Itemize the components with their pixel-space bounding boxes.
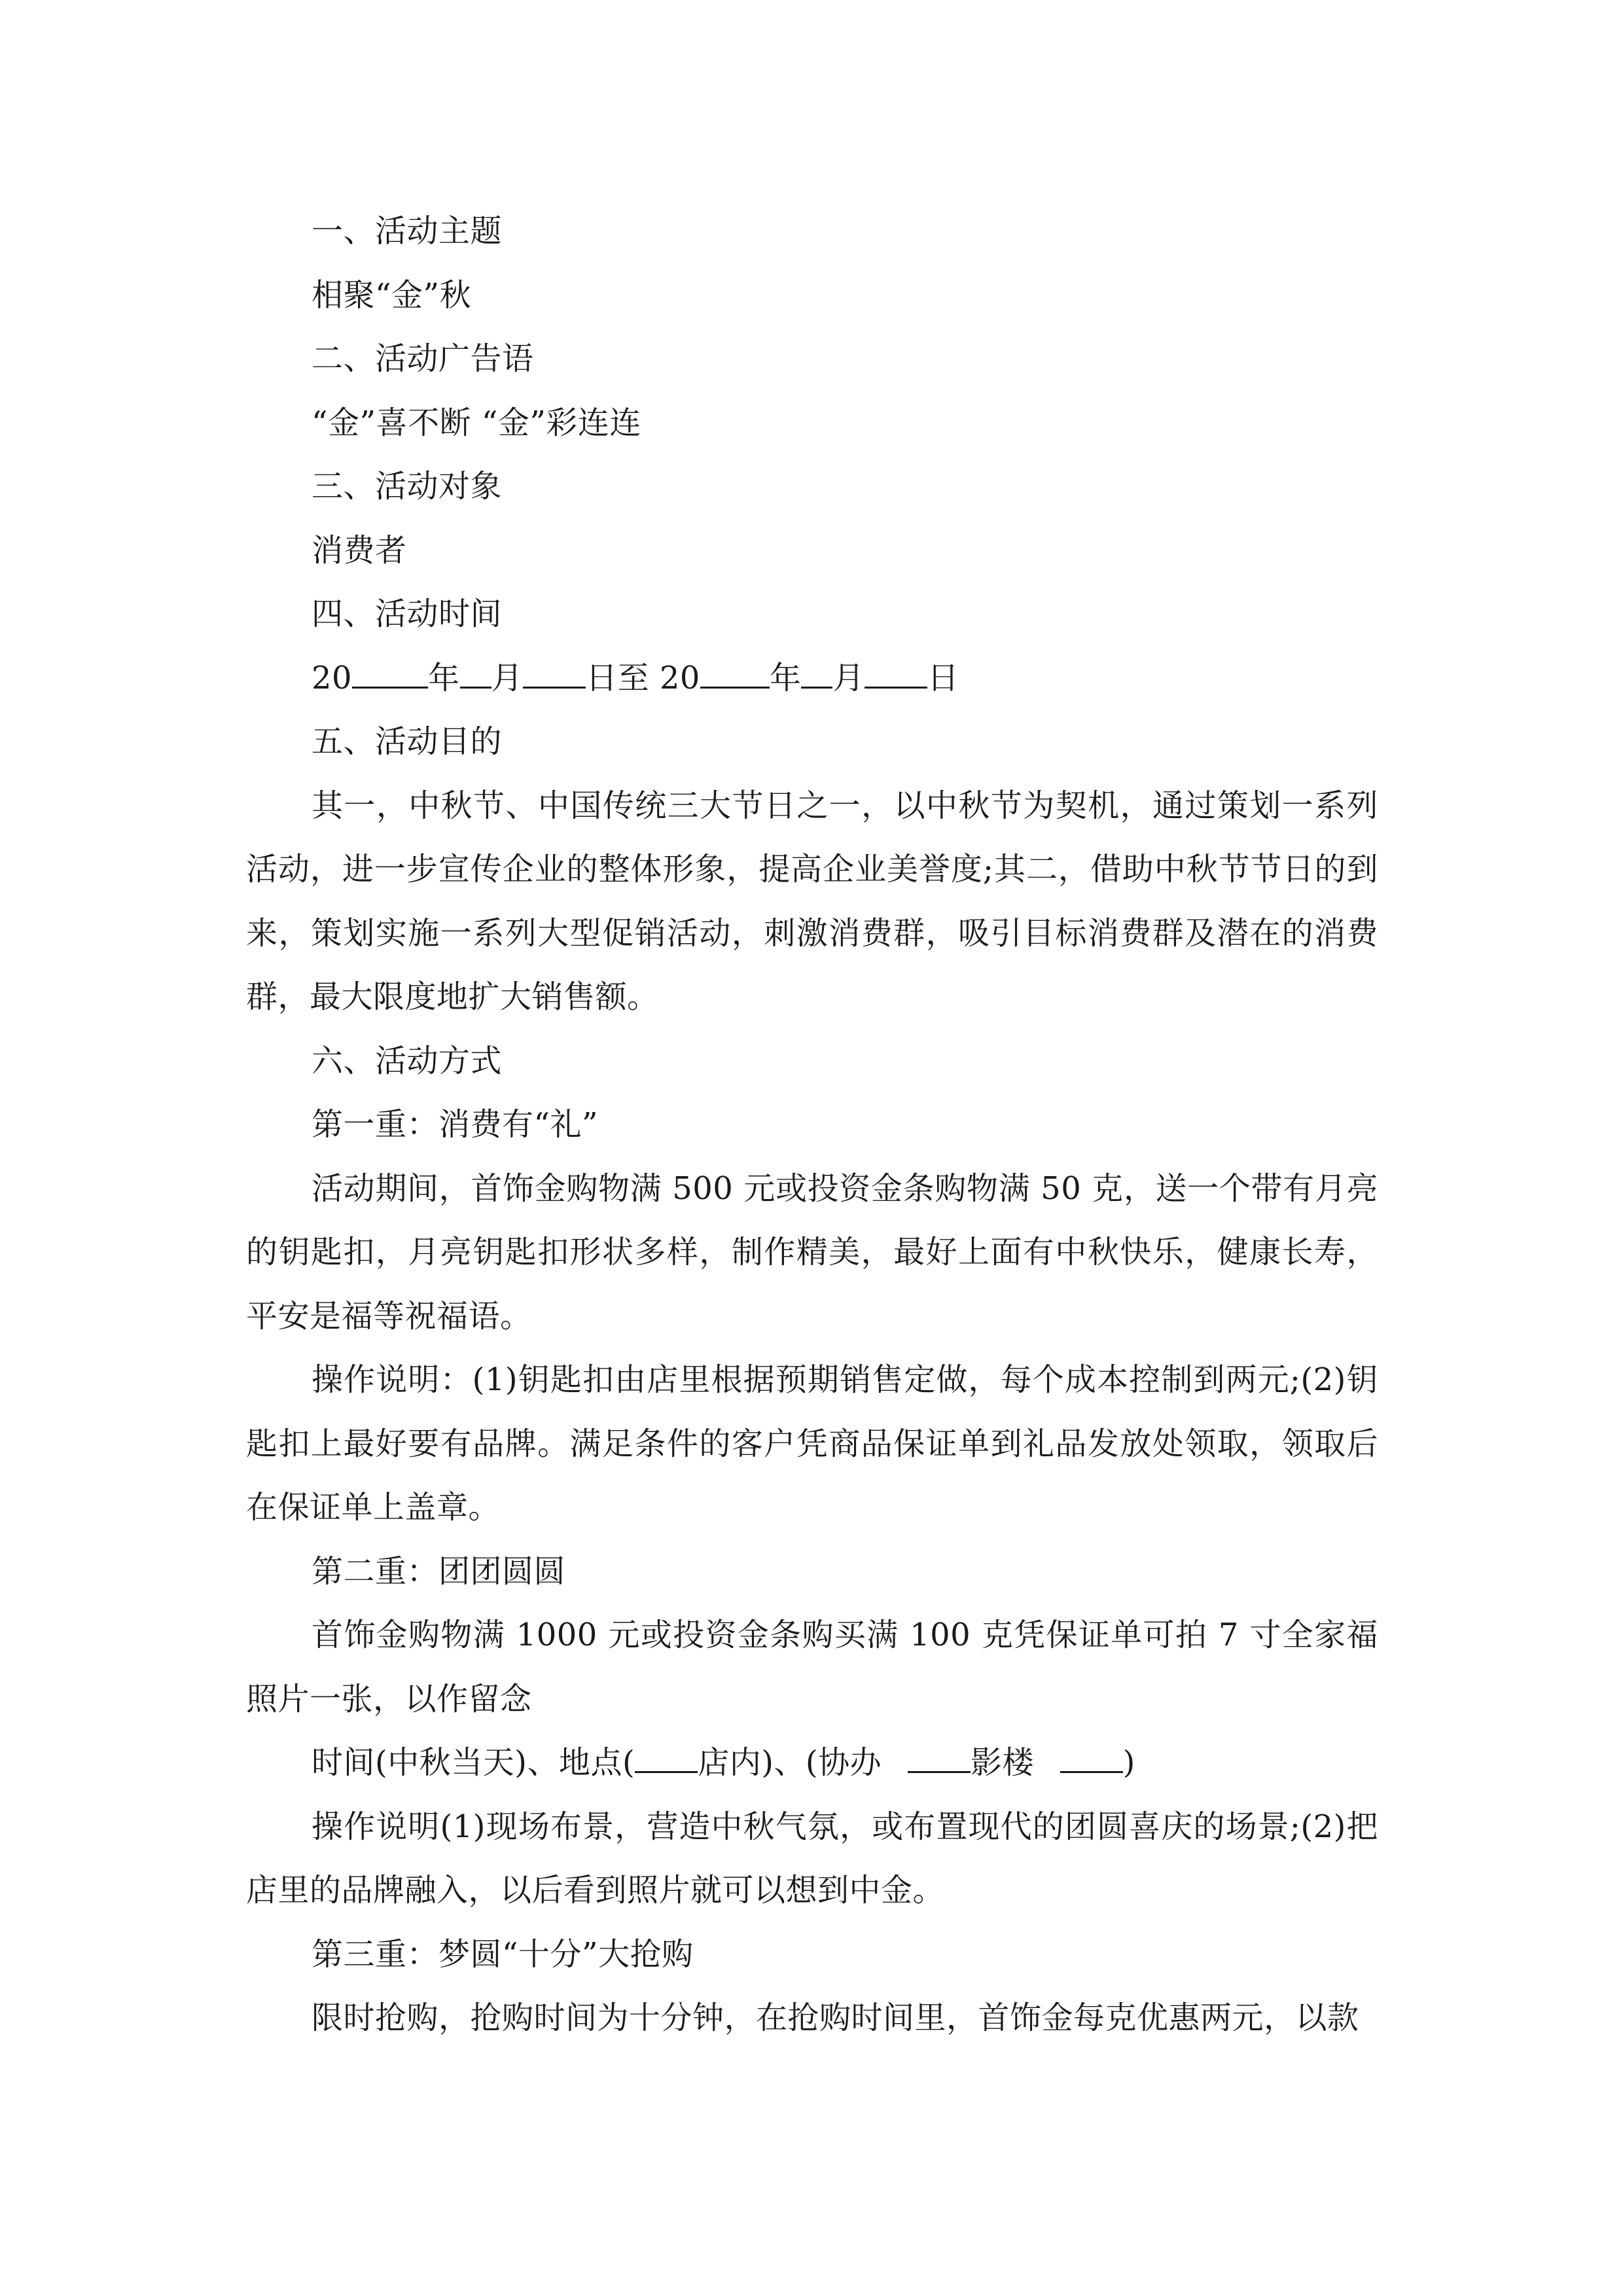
part-two-heading: 第二重：团团圆圆 [312, 1552, 566, 1590]
part-one-paragraph: 活动期间，首饰金购物满 500 元或投资金条购物满 50 克，送一个带有月亮的钥匙扣，月亮钥匙扣形状多样，制作精美，最好上面有中秋快乐，健康长寿，平安是福等祝福语。 [246, 1170, 1378, 1335]
blank-year-end [700, 662, 770, 689]
part-one-heading: 第一重：消费有“礼” [312, 1106, 599, 1143]
section-heading-audience: 三、活动对象 [312, 468, 503, 505]
audience-text: 消费者 [312, 531, 407, 569]
blank-day-end [865, 662, 927, 689]
date-text: 月 [491, 659, 524, 696]
date-text: 年 [769, 659, 802, 696]
blank-studio-extra [1060, 1746, 1123, 1773]
blank-year-start [352, 662, 428, 689]
date-text: 20 [312, 659, 353, 696]
blank-month-end [801, 662, 832, 689]
theme-text: 相聚“金”秋 [312, 276, 472, 314]
date-text: 日 [927, 659, 959, 696]
part-three-heading: 第三重：梦圆“十分”大抢购 [312, 1935, 694, 1973]
date-text: 年 [428, 659, 460, 696]
section-heading-time: 四、活动时间 [312, 596, 503, 632]
blank-store [635, 1746, 698, 1773]
time-place-text: 影楼 [970, 1744, 1044, 1781]
date-range-line [246, 647, 1378, 711]
part-two-time-place-line [246, 1731, 1378, 1795]
date-text: 月 [832, 659, 865, 696]
time-place-text: 店内)、(协办 [698, 1744, 892, 1781]
blank-month-start [460, 662, 491, 689]
slogan-text: “金”喜不断 “金”彩连连 [312, 404, 641, 441]
time-place-text: ) [1122, 1744, 1135, 1781]
purpose-paragraph: 其一，中秋节、中国传统三大节日之一，以中秋节为契机，通过策划一系列活动，进一步宣传企业的整体形象，提高企业美誉度;其二，借助中秋节节日的到来，策划实施一系列大型促销活动，刺激消费群，吸引目标消费群及潜在的消费群，最大限度地扩大销售额。 [246, 787, 1378, 1015]
part-three-paragraph: 限时抢购，抢购时间为十分钟，在抢购时间里，首饰金每克优惠两元，以款 [312, 2000, 1359, 2036]
blank-studio [908, 1746, 971, 1773]
document-body [246, 200, 1378, 2051]
date-text: 日至 20 [586, 659, 700, 696]
part-two-paragraph: 首饰金购物满 1000 元或投资金条购买满 100 克凭保证单可拍 7 寸全家福照片一张，以作留念 [246, 1617, 1378, 1717]
time-place-text: 时间(中秋当天)、地点( [312, 1744, 635, 1781]
blank-day-start [523, 662, 586, 689]
part-two-note: 操作说明(1)现场布景，营造中秋气氛，或布置现代的团圆喜庆的场景;(2)把店里的品牌融入，以后看到照片就可以想到中金。 [246, 1808, 1378, 1909]
section-heading-slogan: 二、活动广告语 [312, 340, 534, 377]
section-heading-theme: 一、活动主题 [312, 213, 503, 249]
section-heading-method: 六、活动方式 [312, 1042, 503, 1079]
section-heading-purpose: 五、活动目的 [312, 723, 503, 760]
part-one-note: 操作说明：(1)钥匙扣由店里根据预期销售定做，每个成本控制到两元;(2)钥匙扣上最好要有品牌。满足条件的客户凭商品保证单到礼品发放处领取，领取后在保证单上盖章。 [246, 1361, 1378, 1526]
